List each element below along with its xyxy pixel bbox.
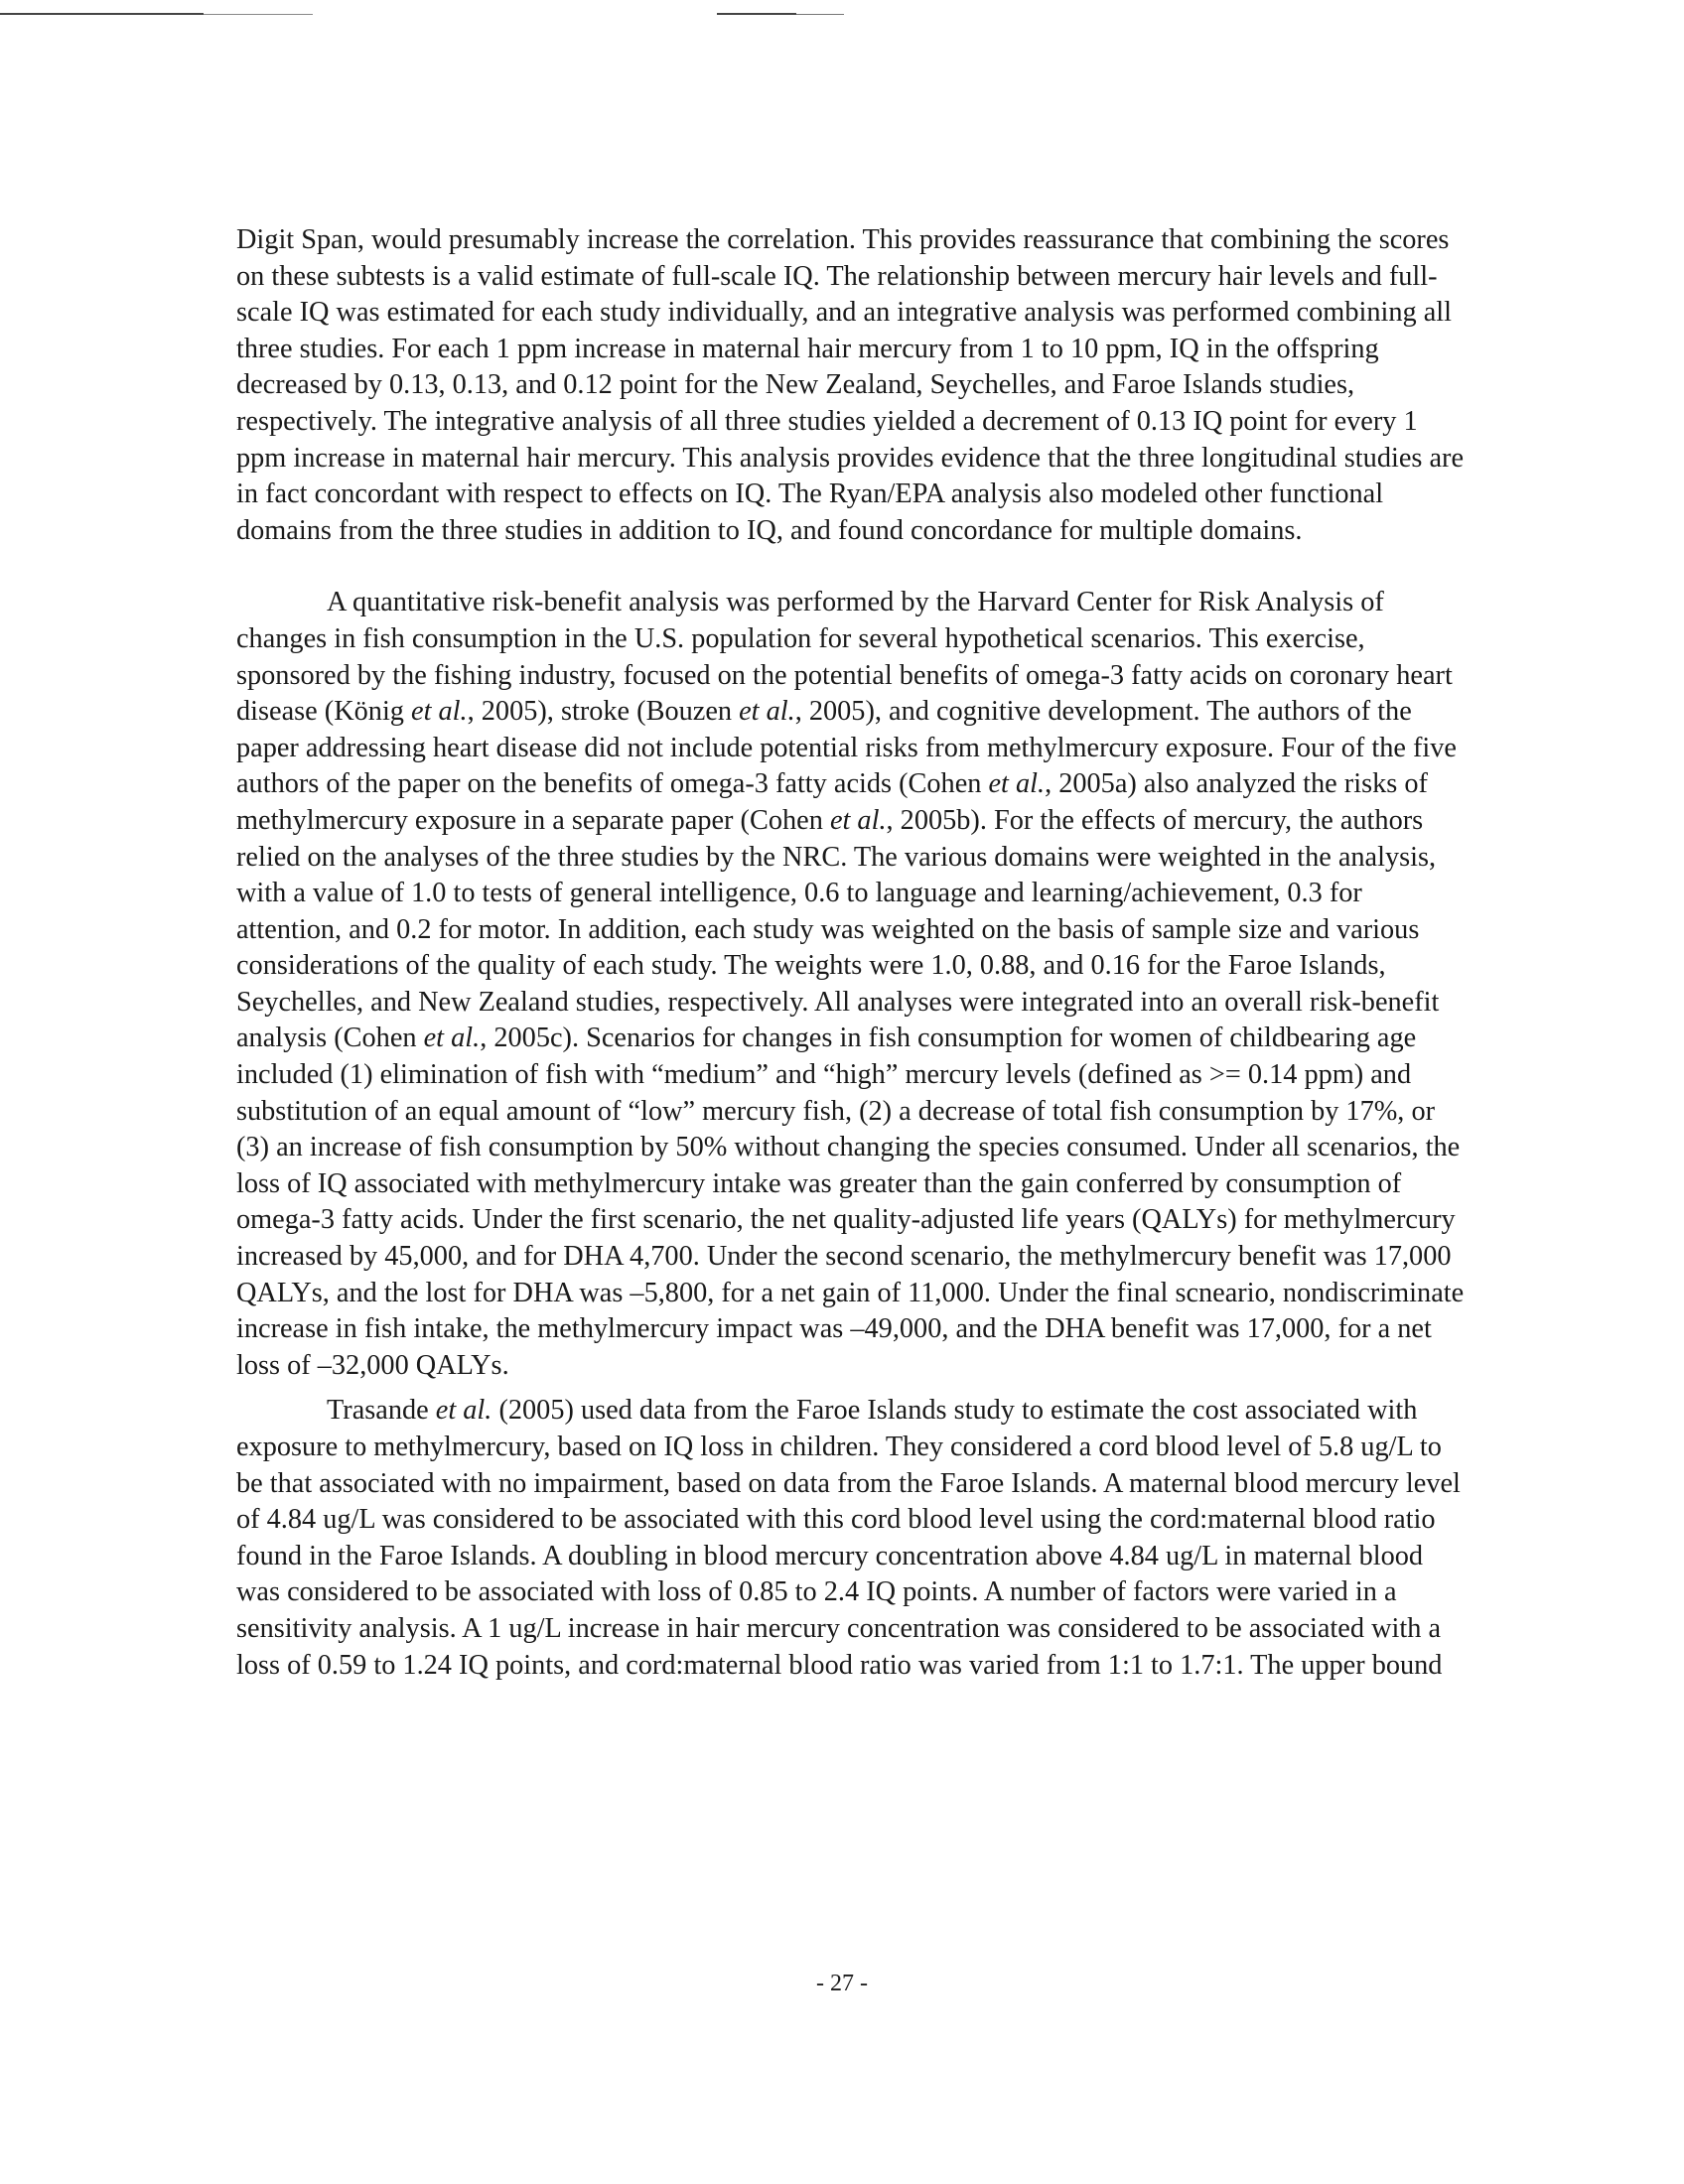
scan-edge-rule <box>204 14 313 15</box>
text-run: , 2005b). For the effects of mercury, the authors relied on the analyses of the three studies by the NRC. The various domains were weighted in the analysis, with a value of 1.0 to tests of general intelligence, 0.6 to language and learning/achievement, 0.3 for attention, and 0.2 for motor. In addition, each study was weighted on the basis of sample size and various considerations of the quality of each study. The weights were 1.0, 0.88, and 0.16 for the Faroe Islands, Seychelles, and New Zealand studies, respectively. All analyses were integrated into an overall risk-benefit analysis (Cohen <box>236 804 1440 1054</box>
citation-et-al: et al. <box>423 1023 481 1054</box>
scan-edge-rule <box>796 14 844 15</box>
text-run: , 2005), stroke (Bouzen <box>467 696 740 728</box>
citation-et-al: et al. <box>739 696 795 728</box>
citation-et-al: et al. <box>829 804 887 836</box>
scan-edge-rule <box>0 13 204 15</box>
text-run: Trasande <box>327 1395 436 1427</box>
page-number: - 27 - <box>816 1971 868 1996</box>
text-run: (2005) used data from the Faroe Islands study to estimate the cost associated with exposure to methylmercury, based on IQ loss in children. They considered a cord blood level of 5.8 ug/L to be that associated with no impairment, based on data from the Faroe Islands. A maternal blood mercury level of 4.84 ug/L was considered to be associated with this cord blood level using the cord:maternal blood ratio found in the Faroe Islands. A doubling in blood mercury concentration above 4.84 ug/L in maternal blood was considered to be associated with loss of 0.85 to 2.4 IQ points. A number of factors were varied in a sensitivity analysis. A 1 ug/L increase in hair mercury concentration was considered to be associated with a loss of 0.59 to 1.24 IQ points, and cord:maternal blood ratio was varied from 1:1 to 1.7:1. The upper bound <box>236 1395 1461 1681</box>
paragraph-trasande <box>236 1393 1468 1684</box>
paragraph-harvard-risk-benefit <box>236 585 1468 1384</box>
paragraph-digit-span <box>236 222 1468 549</box>
citation-et-al: et al. <box>411 696 468 728</box>
text-run: , 2005c). Scenarios for changes in fish consumption for women of childbearing age included (1) elimination of fish with “medium” and “high” mercury levels (defined as >= 0.14 ppm) and substitution of an equal amount of “low” mercury fish, (2) a decrease of total fish consumption by 17%, or (3) an increase of fish consumption by 50% without changing the species consumed. Under all scenarios, the loss of IQ associated with methylmercury intake was greater than the gain conferred by consumption of omega-3 fatty acids. Under the first scenario, the net quality-adjusted life years (QALYs) for methylmercury increased by 45,000, and for DHA 4,700. Under the second scenario, the methylmercury benefit was 17,000 QALYs, and the lost for DHA was –5,800, for a net gain of 11,000. Under the final scneario, nondiscriminate increase in fish intake, the methylmercury impact was –49,000, and the DHA benefit was 17,000, for a net loss of –32,000 QALYs. <box>236 1023 1465 1381</box>
scan-edge-rule <box>717 13 796 15</box>
text-run: , 2005), and cognitive development. The authors of the paper addressing heart disease did not include potential risks from methylmercury exposure. Four of the five authors of the paper on the benefits of omega-3 fatty acids (Cohen <box>236 696 1457 800</box>
page-body <box>236 222 1468 1684</box>
citation-et-al: et al. <box>435 1395 492 1427</box>
text-run: A quantitative risk-benefit analysis was performed by the Harvard Center for Risk Analysis of changes in fish consumption in the U.S. population for several hypothetical scenarios. This exercise, sponsored by the fishing industry, focused on the potential benefits of omega-3 fatty acids on coronary heart disease (König <box>236 587 1453 728</box>
text-run: , 2005a) also analyzed the risks of methylmercury exposure in a separate paper (Cohen <box>236 768 1428 836</box>
citation-et-al: et al. <box>988 768 1046 800</box>
text-run: Digit Span, would presumably increase the correlation. This provides reassurance that combining the scores on these subtests is a valid estimate of full-scale IQ. The relationship between mercury hair levels and full-scale IQ was estimated for each study individually, and an integrative analysis was performed combining all three studies. For each 1 ppm increase in maternal hair mercury from 1 to 10 ppm, IQ in the offspring decreased by 0.13, 0.13, and 0.12 point for the New Zealand, Seychelles, and Faroe Islands studies, respectively. The integrative analysis of all three studies yielded a decrement of 0.13 IQ point for every 1 ppm increase in maternal hair mercury. This analysis provides evidence that the three longitudinal studies are in fact concordant with respect to effects on IQ. The Ryan/EPA analysis also modeled other functional domains from the three studies in addition to IQ, and found concordance for multiple domains. <box>236 224 1465 546</box>
